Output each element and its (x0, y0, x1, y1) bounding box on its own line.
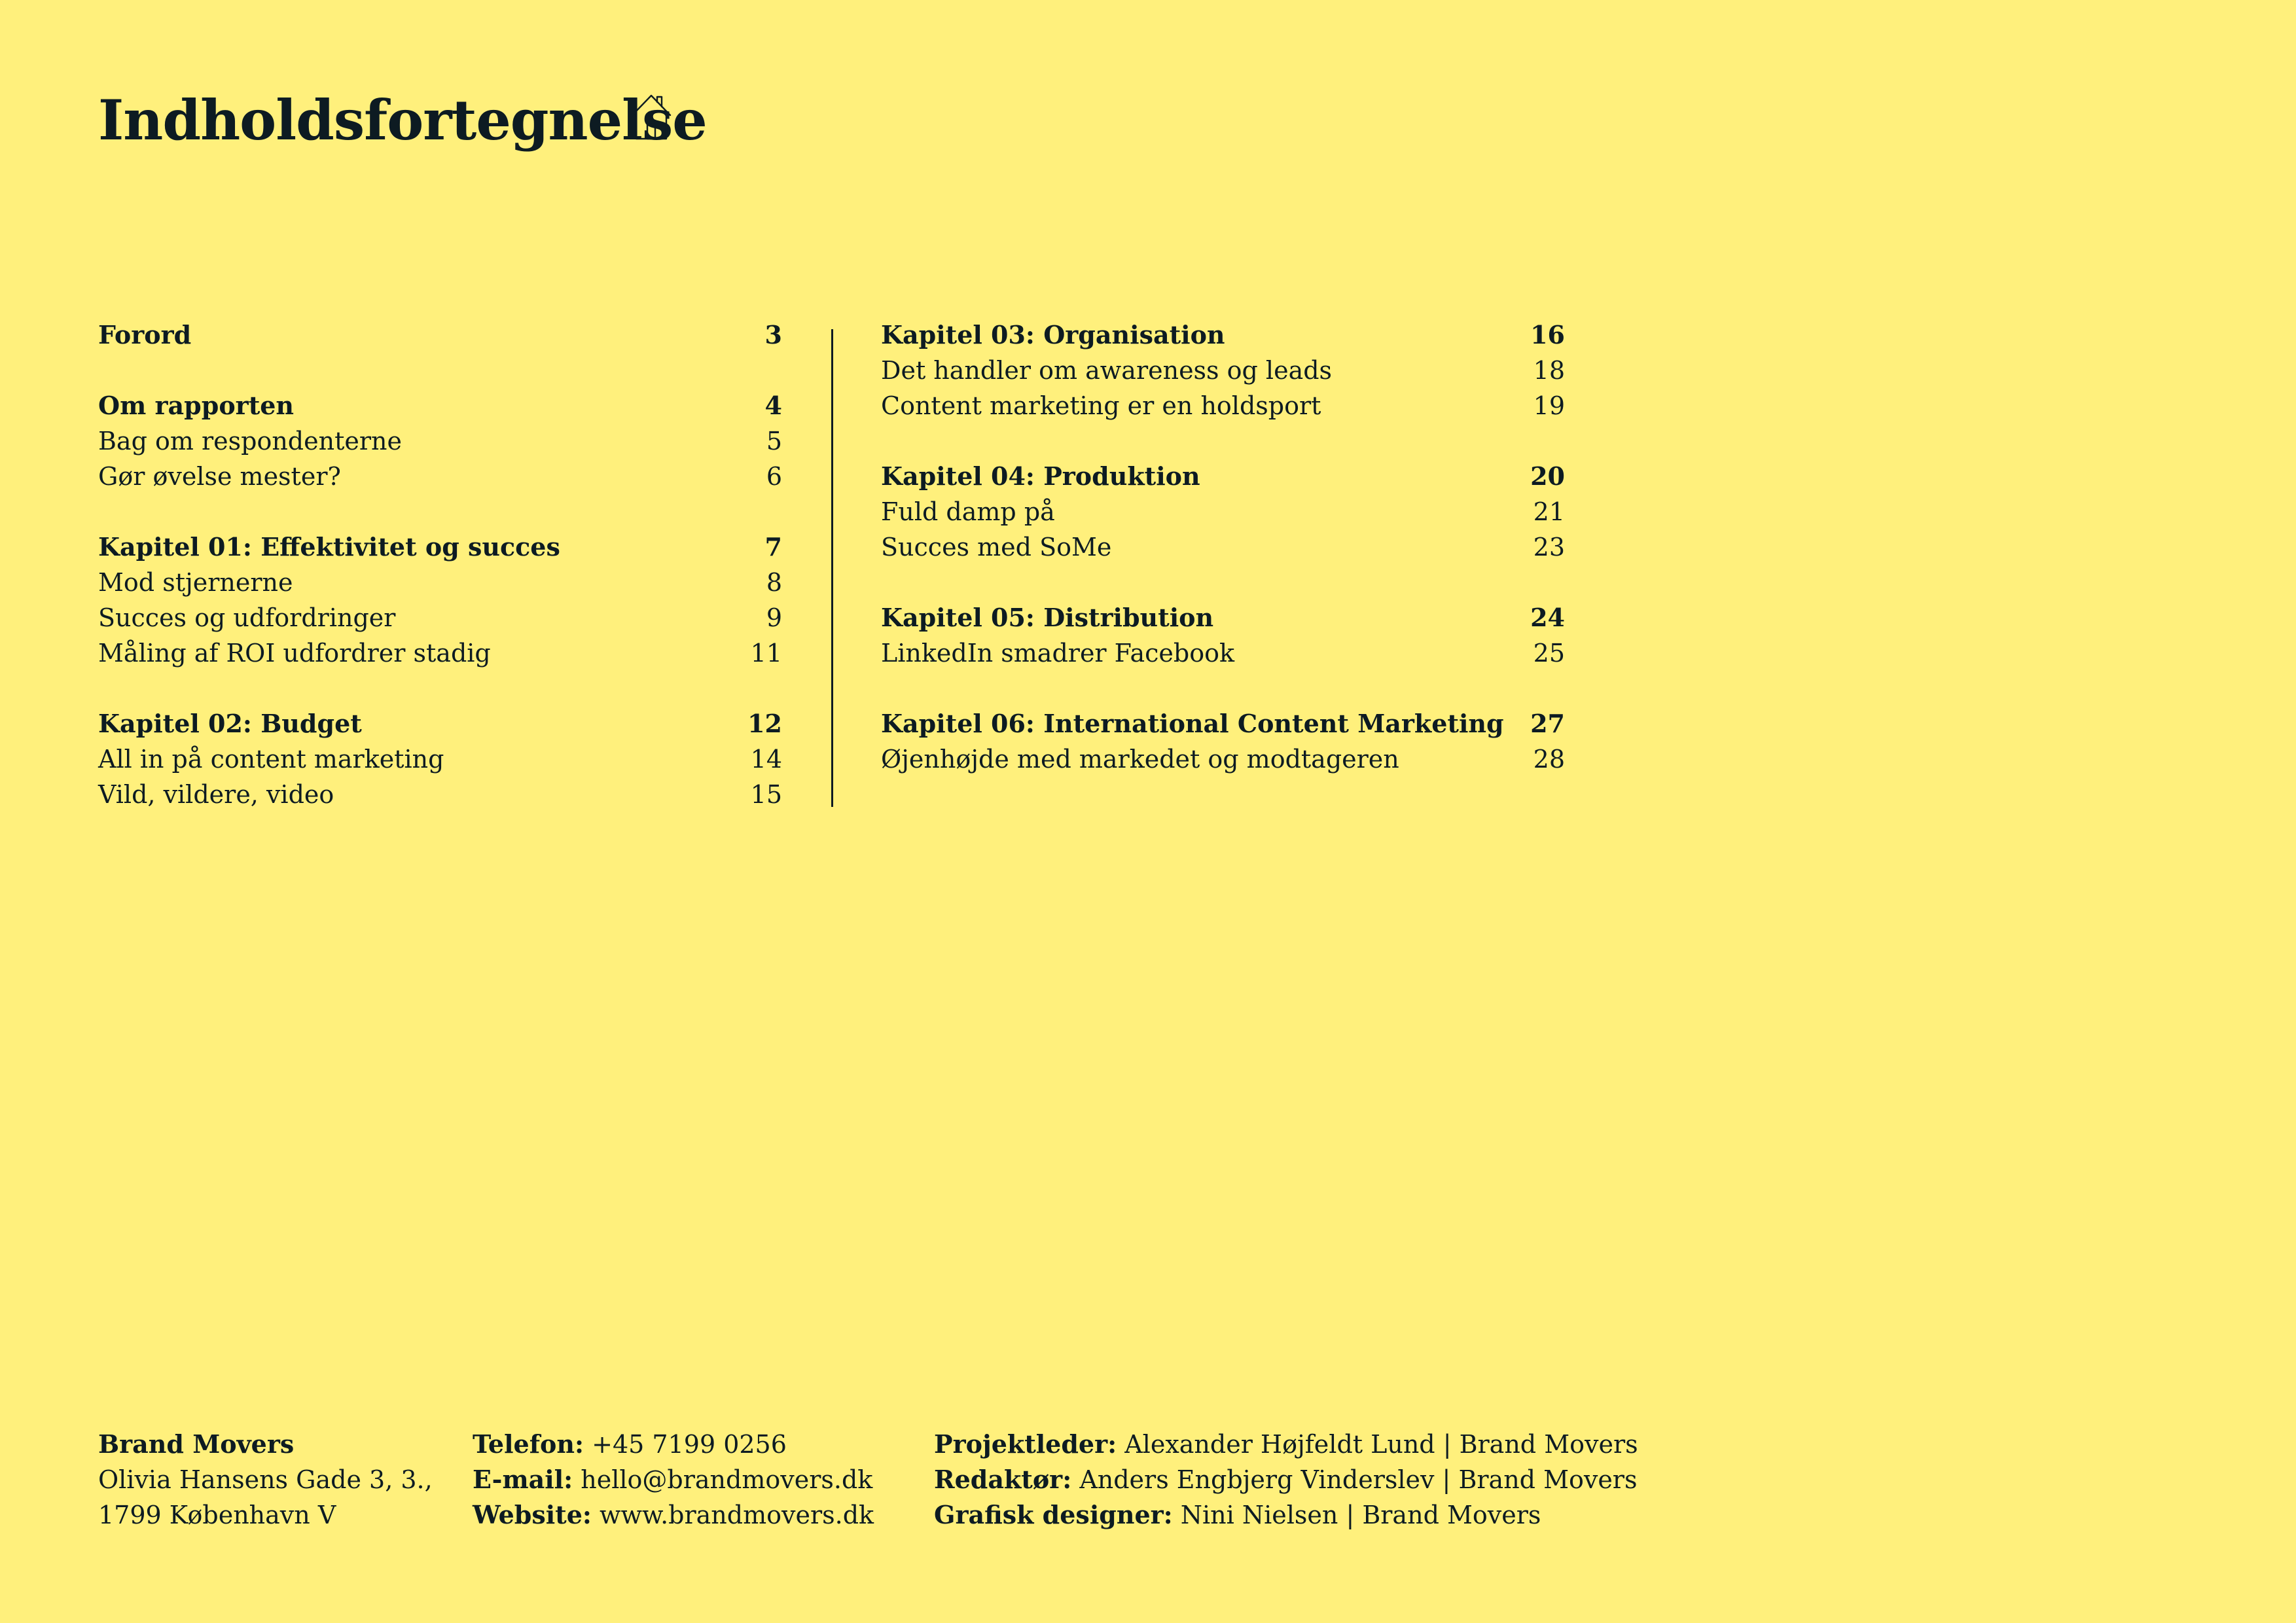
toc-entry-label: LinkedIn smadrer Facebook (881, 639, 1234, 668)
toc-entry-label: Succes med SoMe (881, 533, 1112, 562)
designer-label: Grafisk designer: (934, 1500, 1173, 1529)
toc-entry-label: All in på content marketing (98, 745, 444, 774)
toc-entry-label: Kapitel 05: Distribution (881, 603, 1214, 632)
toc-entry[interactable] (98, 529, 782, 565)
toc-entry[interactable] (881, 706, 1565, 741)
toc-right-column (881, 317, 1565, 812)
editor-label: Redaktør: (934, 1465, 1072, 1494)
toc-entry-page: 5 (766, 427, 782, 455)
website-label: Website: (473, 1500, 592, 1529)
toc-entry-label: Øjenhøjde med markedet og modtageren (881, 745, 1399, 774)
toc-entry[interactable] (98, 600, 782, 635)
toc-entry-label: Kapitel 02: Budget (98, 709, 362, 738)
toc-entry[interactable] (881, 635, 1565, 671)
toc-entry-page: 15 (750, 780, 782, 809)
toc-group-kapitel-04 (881, 459, 1565, 565)
project-lead-value: Alexander Højfeldt Lund | Brand Movers (1117, 1430, 1638, 1459)
column-divider (831, 329, 833, 807)
toc-entry-label: Mod stjernerne (98, 568, 293, 597)
toc-entry-page: 3 (764, 320, 782, 349)
toc-entry-page: 12 (747, 709, 782, 738)
toc-entry-page: 14 (750, 745, 782, 774)
toc-entry-label: Succes og udfordringer (98, 603, 396, 632)
toc-entry-label: Forord (98, 320, 192, 349)
toc-entry[interactable] (98, 317, 782, 353)
project-lead-line (934, 1427, 1638, 1462)
toc-group-kapitel-06 (881, 706, 1565, 777)
project-lead-label: Projektleder: (934, 1429, 1117, 1459)
home-icon[interactable] (628, 92, 674, 143)
toc-entry-page: 8 (766, 568, 782, 597)
toc-entry-page: 11 (750, 639, 782, 668)
toc-entry[interactable] (98, 565, 782, 600)
email-link[interactable]: hello@brandmovers.dk (573, 1465, 873, 1494)
toc-entry-label: Kapitel 03: Organisation (881, 320, 1225, 349)
toc-entry[interactable] (881, 388, 1565, 423)
toc-entry-label: Måling af ROI udfordrer stadig (98, 639, 491, 668)
toc-entry[interactable] (881, 600, 1565, 635)
toc-entry[interactable] (881, 741, 1565, 777)
toc-group-kapitel-03 (881, 317, 1565, 423)
company-address-line-2: 1799 København V (98, 1501, 336, 1529)
toc-group-om-rapporten (98, 388, 782, 494)
company-name: Brand Movers (98, 1429, 295, 1459)
toc-group-forord (98, 317, 782, 353)
designer-value: Nini Nielsen | Brand Movers (1172, 1501, 1541, 1529)
toc-entry-label: Gør øvelse mester? (98, 462, 341, 491)
toc-entry[interactable] (881, 317, 1565, 353)
designer-line (934, 1497, 1638, 1533)
footer-credits (934, 1427, 1638, 1533)
toc-entry-label: Fuld damp på (881, 497, 1055, 526)
phone-value[interactable]: +45 7199 0256 (584, 1430, 787, 1459)
website-link[interactable]: www.brandmovers.dk (591, 1501, 874, 1529)
footer-contact (473, 1427, 874, 1533)
toc-entry-page: 9 (766, 603, 782, 632)
toc-entry-page: 28 (1533, 745, 1565, 774)
toc-entry[interactable] (98, 459, 782, 494)
editor-line (934, 1462, 1638, 1497)
toc-entry-page: 20 (1530, 461, 1565, 491)
toc-group-kapitel-01 (98, 529, 782, 671)
company-address-line-1: Olivia Hansens Gade 3, 3., (98, 1465, 433, 1494)
toc-entry[interactable] (98, 706, 782, 741)
toc-entry[interactable] (98, 741, 782, 777)
toc-entry-page: 21 (1533, 497, 1565, 526)
phone-line (473, 1427, 874, 1462)
toc-entry-label: Om rapporten (98, 391, 295, 420)
toc-group-kapitel-02 (98, 706, 782, 812)
toc-entry-page: 18 (1533, 356, 1565, 385)
toc-entry[interactable] (98, 635, 782, 671)
email-line (473, 1462, 874, 1497)
toc-entry-label: Kapitel 06: International Content Marketing (881, 709, 1504, 738)
toc-entry[interactable] (881, 459, 1565, 494)
toc-entry-page: 16 (1530, 320, 1565, 349)
toc-entry[interactable] (881, 529, 1565, 565)
toc-left-column (98, 317, 782, 847)
toc-group-kapitel-05 (881, 600, 1565, 671)
toc-entry[interactable] (98, 388, 782, 423)
toc-entry-page: 25 (1533, 639, 1565, 668)
toc-entry[interactable] (881, 494, 1565, 529)
toc-entry-page: 19 (1533, 391, 1565, 420)
phone-label: Telefon: (473, 1429, 584, 1459)
page-title: Indholdsfortegnelse (98, 88, 707, 152)
toc-entry-label: Kapitel 04: Produktion (881, 461, 1200, 491)
editor-value: Anders Engbjerg Vinderslev | Brand Movers (1071, 1465, 1638, 1494)
toc-entry-page: 6 (766, 462, 782, 491)
toc-entry-page: 23 (1533, 533, 1565, 562)
toc-entry-label: Vild, vildere, video (98, 780, 334, 809)
toc-entry-label: Bag om respondenterne (98, 427, 402, 455)
toc-entry[interactable] (98, 777, 782, 812)
toc-entry-label: Det handler om awareness og leads (881, 356, 1333, 385)
website-line (473, 1497, 874, 1533)
toc-entry-page: 7 (764, 532, 782, 562)
toc-entry[interactable] (98, 423, 782, 459)
toc-entry[interactable] (881, 353, 1565, 388)
toc-entry-page: 27 (1530, 709, 1565, 738)
email-label: E-mail: (473, 1465, 573, 1494)
toc-entry-page: 4 (764, 391, 782, 420)
toc-entry-page: 24 (1530, 603, 1565, 632)
toc-entry-label: Kapitel 01: Effektivitet og succes (98, 532, 560, 562)
footer-company (98, 1427, 433, 1533)
toc-entry-label: Content marketing er en holdsport (881, 391, 1321, 420)
